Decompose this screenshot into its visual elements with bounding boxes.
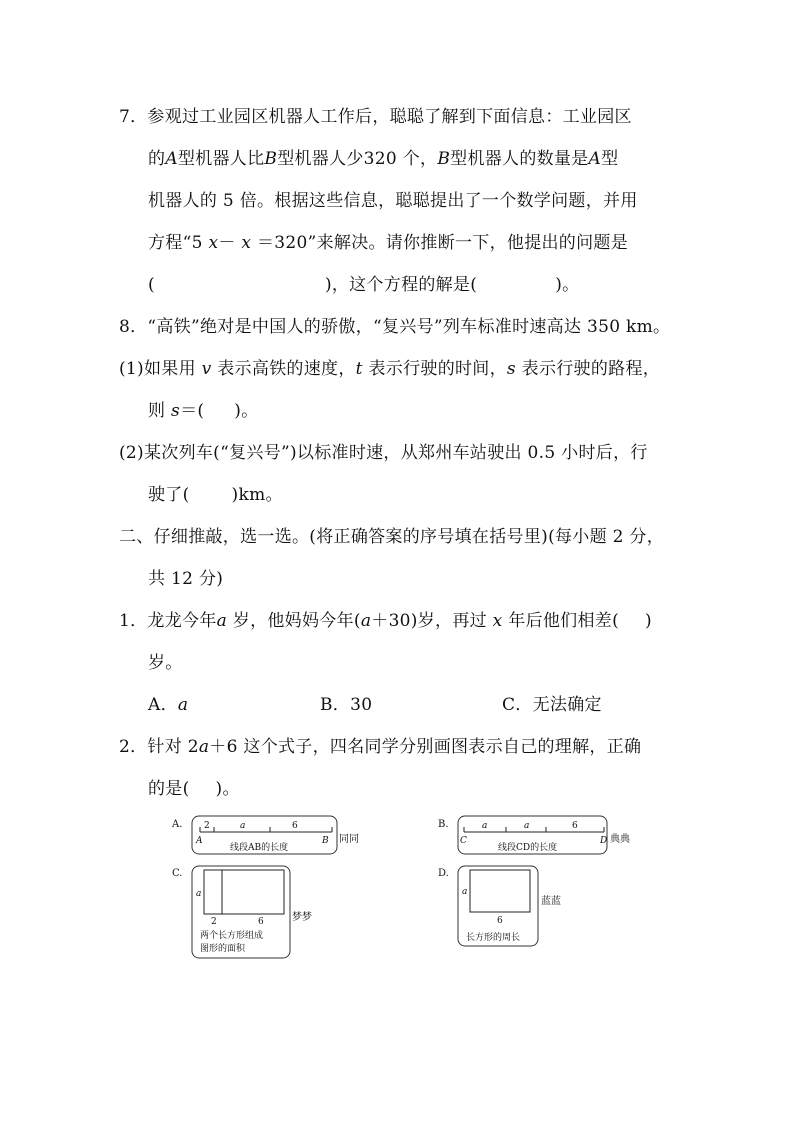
c1-option-b[interactable]: B．30 <box>320 695 373 715</box>
figure-c-side-a: a <box>196 889 202 899</box>
q7-line5: ( )，这个方程的解是( )。 <box>148 275 580 295</box>
figure-a-point-a: A <box>196 836 203 846</box>
q8-sub1-line1: (1)如果用 v 表示高铁的速度，t 表示行驶的时间，s 表示行驶的路程， <box>119 359 661 379</box>
q7-number: 7． <box>119 107 148 127</box>
figure-b-caption: 线段CD的长度 <box>498 843 558 853</box>
figure-option-a[interactable] <box>170 812 370 860</box>
q8-number: 8． <box>119 317 148 337</box>
figure-a-num-2: 2 <box>204 821 210 831</box>
figure-d-label: D. <box>438 868 449 879</box>
c1-line1: 1．龙龙今年a 岁，他妈妈今年(a＋30)岁，再过 x 年后他们相差( ) <box>119 611 652 631</box>
figure-d-side-a: a <box>462 887 468 897</box>
q7-line1: 7．参观过工业园区机器人工作后，聪聪了解到下面信息：工业园区 <box>119 107 632 127</box>
c2-line2: 的是( )。 <box>148 779 240 799</box>
figure-c-caption-1: 两个长方形组成 <box>200 931 264 941</box>
figure-a-var-a: a <box>240 821 246 831</box>
figure-c-label: C. <box>172 868 183 879</box>
section2-heading: 二、仔细推敲，选一选。(将正确答案的序号填在括号里)(每小题 2 分， <box>119 527 665 547</box>
q8-sub1-line2: 则 s＝( )。 <box>148 401 259 421</box>
figure-b-var-a1: a <box>482 821 488 831</box>
q7-line4: 方程“5 x－ x ＝320”来解决。请你推断一下，他提出的问题是 <box>148 233 629 253</box>
figure-b-student: 典典 <box>610 834 630 845</box>
figure-a-num-6: 6 <box>292 821 298 831</box>
q7-line3: 机器人的 5 倍。根据这些信息，聪聪提出了一个数学问题，并用 <box>148 191 638 211</box>
q7-line2: 的A型机器人比B型机器人少320 个，B型机器人的数量是A型 <box>148 149 619 169</box>
figure-c-caption-2: 图形的面积 <box>200 944 246 954</box>
c2-number: 2． <box>119 737 148 757</box>
c2-line1: 2．针对 2a＋6 这个式子，四名同学分别画图表示自己的理解，正确 <box>119 737 642 757</box>
figure-b-var-a2: a <box>524 821 530 831</box>
figure-c-student: 梦梦 <box>292 912 312 923</box>
figure-a-point-b: B <box>322 836 329 846</box>
figure-c-num-2: 2 <box>211 917 217 927</box>
figure-d-caption: 长方形的周长 <box>466 933 521 943</box>
figure-option-d[interactable] <box>436 862 596 952</box>
figure-option-c[interactable] <box>170 862 330 962</box>
figure-c-rectangle <box>204 870 284 914</box>
figure-b-point-c: C <box>460 836 467 846</box>
figure-a-student: 同同 <box>339 834 359 845</box>
figure-option-b[interactable] <box>436 812 646 860</box>
q8-line1: 8．“高铁”绝对是中国人的骄傲，“复兴号”列车标准时速高达 350 km。 <box>119 317 671 337</box>
c1-option-c[interactable]: C．无法确定 <box>502 695 602 715</box>
figure-a-caption: 线段AB的长度 <box>230 843 289 853</box>
figure-d-student: 蓝蓝 <box>541 896 561 907</box>
q8-sub2-line1: (2)某次列车(“复兴号”)以标准时速，从郑州车站驶出 0.5 小时后，行 <box>119 443 648 463</box>
figure-d-num-6: 6 <box>497 916 503 926</box>
figure-d-rectangle <box>470 870 530 912</box>
q8-sub2-line2: 驶了( )km。 <box>148 485 283 505</box>
c1-number: 1． <box>119 611 148 631</box>
figure-b-point-d: D <box>600 836 608 846</box>
figure-c-num-6: 6 <box>258 917 264 927</box>
c1-option-a[interactable]: A．a <box>148 695 189 715</box>
figure-a-label: A. <box>172 819 183 830</box>
figure-b-label: B. <box>438 819 449 830</box>
section2-heading-line2: 共 12 分) <box>148 569 224 589</box>
figure-b-num-6: 6 <box>572 821 578 831</box>
c1-line2: 岁。 <box>148 653 183 673</box>
